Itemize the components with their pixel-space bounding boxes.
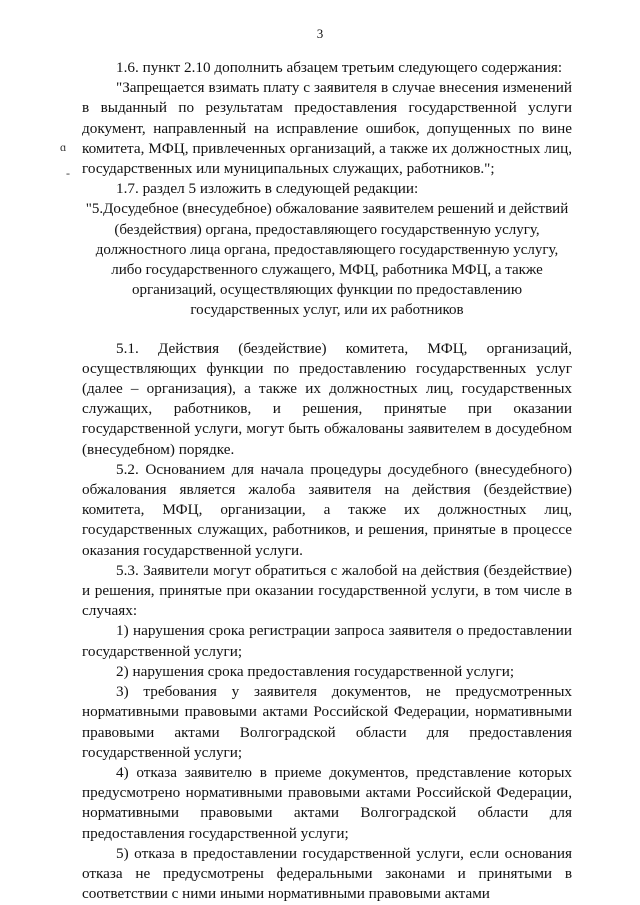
list-item-1: 1) нарушения срока регистрации запроса заявителя о предоставлении государственной услуги; (82, 622, 572, 660)
margin-mark: - (66, 166, 70, 180)
list-item-5: 5) отказа в предоставлении государственной услуги, если основания отказа не предусмотрены федеральными законами и принятыми в соответствии с ними иными нормативными правовыми актами (82, 844, 572, 903)
list-item-3: 3) требования у заявителя документов, не предусмотренных нормативными правовыми актами Российской Федерации, нормативными правовыми актами Волгоградской области для предоставления государственной услуги; (82, 683, 572, 761)
page-number: 3 (316, 26, 324, 41)
paragraph-5-1: 5.1. Действия (бездействие) комитета, МФЦ, организаций, осуществляющих функции по предоставлению государственных услуг (далее – организация), а также их должностных лиц, государственных служащих, работников, и решения, принятые при оказании государственной услуги, могут быть обжалованы заявителем в досудебном (внесудебном) порядке. (82, 339, 572, 458)
section-5-heading: "5.Досудебное (внесудебное) обжалование заявителем решений и действий (бездействия) органа, предоставляющего государственную услугу, должностного лица органа, предоставляющего государственную услугу, либо государственного служащего, МФЦ, работника МФЦ, а также организаций, осуществляющих функции по предоставлению государственных услуг, или их работников (85, 201, 569, 319)
list-item-4: 4) отказа заявителю в приеме документов, представление которых предусмотрено нормативными правовыми актами Российской Федерации, нормативными правовыми актами Волгоградской области для предоставления государственной услуги; (82, 763, 572, 842)
list-item-2: 2) нарушения срока предоставления государственной услуги; (116, 662, 515, 680)
document-body (82, 58, 572, 904)
paragraph-1-6: 1.6. пункт 2.10 дополнить абзацем третьим следующего содержания: (116, 59, 563, 76)
paragraph-5-3: 5.3. Заявители могут обратиться с жалобой на действия (бездействие) и решения, принятые при оказании государственной услуги, в том числе в случаях: (82, 561, 572, 620)
quoted-paragraph: "Запрещается взимать плату с заявителя в случае внесения изменений в выданный по результатам предоставления государственной услуги документ, направленный на исправление ошибок, допущенных по вине комитета, МФЦ, привлеченных организаций, а также их должностных лиц, государственных или муниципальных служащих, работников."; (82, 79, 572, 178)
paragraph-5-2: 5.2. Основанием для начала процедуры досудебного (внесудебного) обжалования является жалоба заявителя на действия (бездействие) комитета, МФЦ, организации, а также их должностных лиц, государственных служащих, работников, и решения, принятые в процессе оказания государственной услуги. (82, 460, 572, 559)
paragraph-1-7: 1.7. раздел 5 изложить в следующей редакции: (116, 180, 419, 198)
margin-mark: ɑ (60, 140, 67, 154)
